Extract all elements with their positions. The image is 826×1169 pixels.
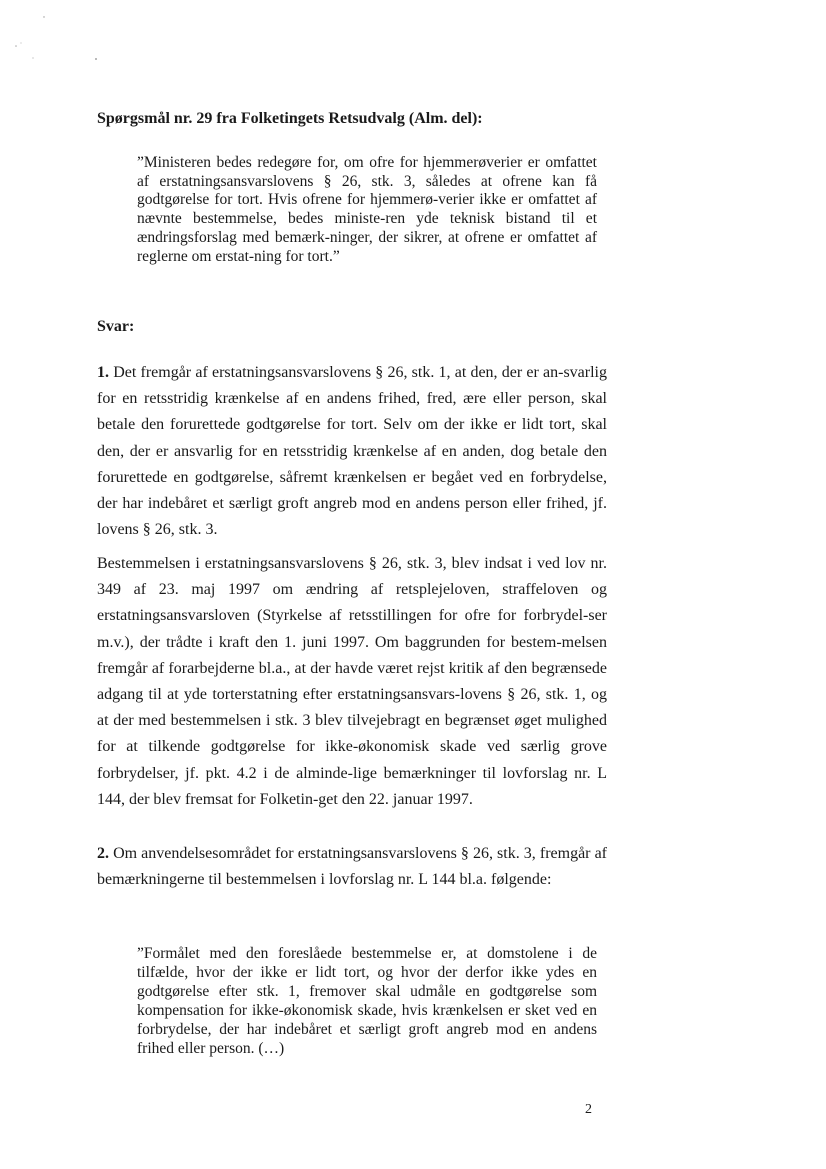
document-heading: Spørgsmål nr. 29 fra Folketingets Retsudvalg (Alm. del):	[97, 110, 483, 127]
paragraph-1-text: Det fremgår af erstatningsansvarslovens § 26, stk. 1, at den, der er an-svarlig for en retsstridig krænkelse af en andens frihed, fred, ære eller person, skal betale den forurettede godtgørelse for tort. Selv om der ikke er lidt tort, skal den, der er ansvarlig for en retsstridig krænkelse af en anden, dog betale den forurettede en godtgørelse, såfremt krænkelsen er begået ved en forbrydelse, der har indebåret et særligt groft angreb mod en andens person eller frihed, jf. lovens § 26, stk. 3.	[97, 364, 607, 539]
paragraph-1	[97, 360, 607, 543]
paragraph-1b: Bestemmelsen i erstatningsansvarslovens § 26, stk. 3, blev indsat i ved lov nr. 349 af 23. maj 1997 om ændring af retsplejeloven, straffeloven og erstatningsansvarsloven (Styrkelse af retsstillingen for ofre for forbrydel-ser m.v.), der trådte i kraft den 1. juni 1997. Om baggrunden for bestem-melsen fremgår af forarbejderne bl.a., at der havde været rejst kritik af den begrænsede adgang til at yde torterstatning efter erstatningsansvars-lovens § 26, stk. 1, og at der med bestemmelsen i stk. 3 blev tilvejebragt en begrænset øget mulighed for at tilkende godtgørelse for ikke-økonomisk skade ved særlig grove forbrydelser, jf. pkt. 4.2 i de alminde-lige bemærkninger til lovforslag nr. L 144, der blev fremsat for Folketin-get den 22. januar 1997.	[97, 555, 607, 808]
scan-specks	[10, 10, 110, 70]
paragraph-2	[97, 841, 607, 893]
page-number: 2	[585, 1102, 592, 1117]
paragraph-2-number: 2.	[97, 845, 109, 862]
question-quote: ”Ministeren bedes redegøre for, om ofre for hjemmerøverier er omfattet af erstatningsansvarslovens § 26, stk. 3, således at ofrene kan få godtgørelse for tort. Hvis ofrene for hjemmerø-verier ikke er omfattet af nævnte bestemmelse, bedes ministe-ren yde teknisk bistand til et ændringsforslag med bemærk-ninger, der sikrer, at ofrene er omfattet af reglerne om erstat-ning for tort.”	[137, 154, 597, 265]
paragraph-1-number: 1.	[97, 364, 109, 381]
citation-quote: ”Formålet med den foreslåede bestemmelse er, at domstolene i de tilfælde, hvor der ikke er lidt tort, og hvor der derfor ikke ydes en godtgørelse efter stk. 1, fremover skal udmåle en godtgørelse som kompensation for ikke-økonomisk skade, hvis krænkelsen er sket ved en forbrydelse, der har indebåret et særligt groft angreb mod en andens frihed eller person. (…)	[137, 945, 597, 1057]
paragraph-2-text: Om anvendelsesområdet for erstatningsansvarslovens § 26, stk. 3, fremgår af bemærkningerne til bestemmelsen i lovforslag nr. L 144 bl.a. følgende:	[97, 845, 608, 889]
answer-label: Svar:	[97, 318, 135, 335]
